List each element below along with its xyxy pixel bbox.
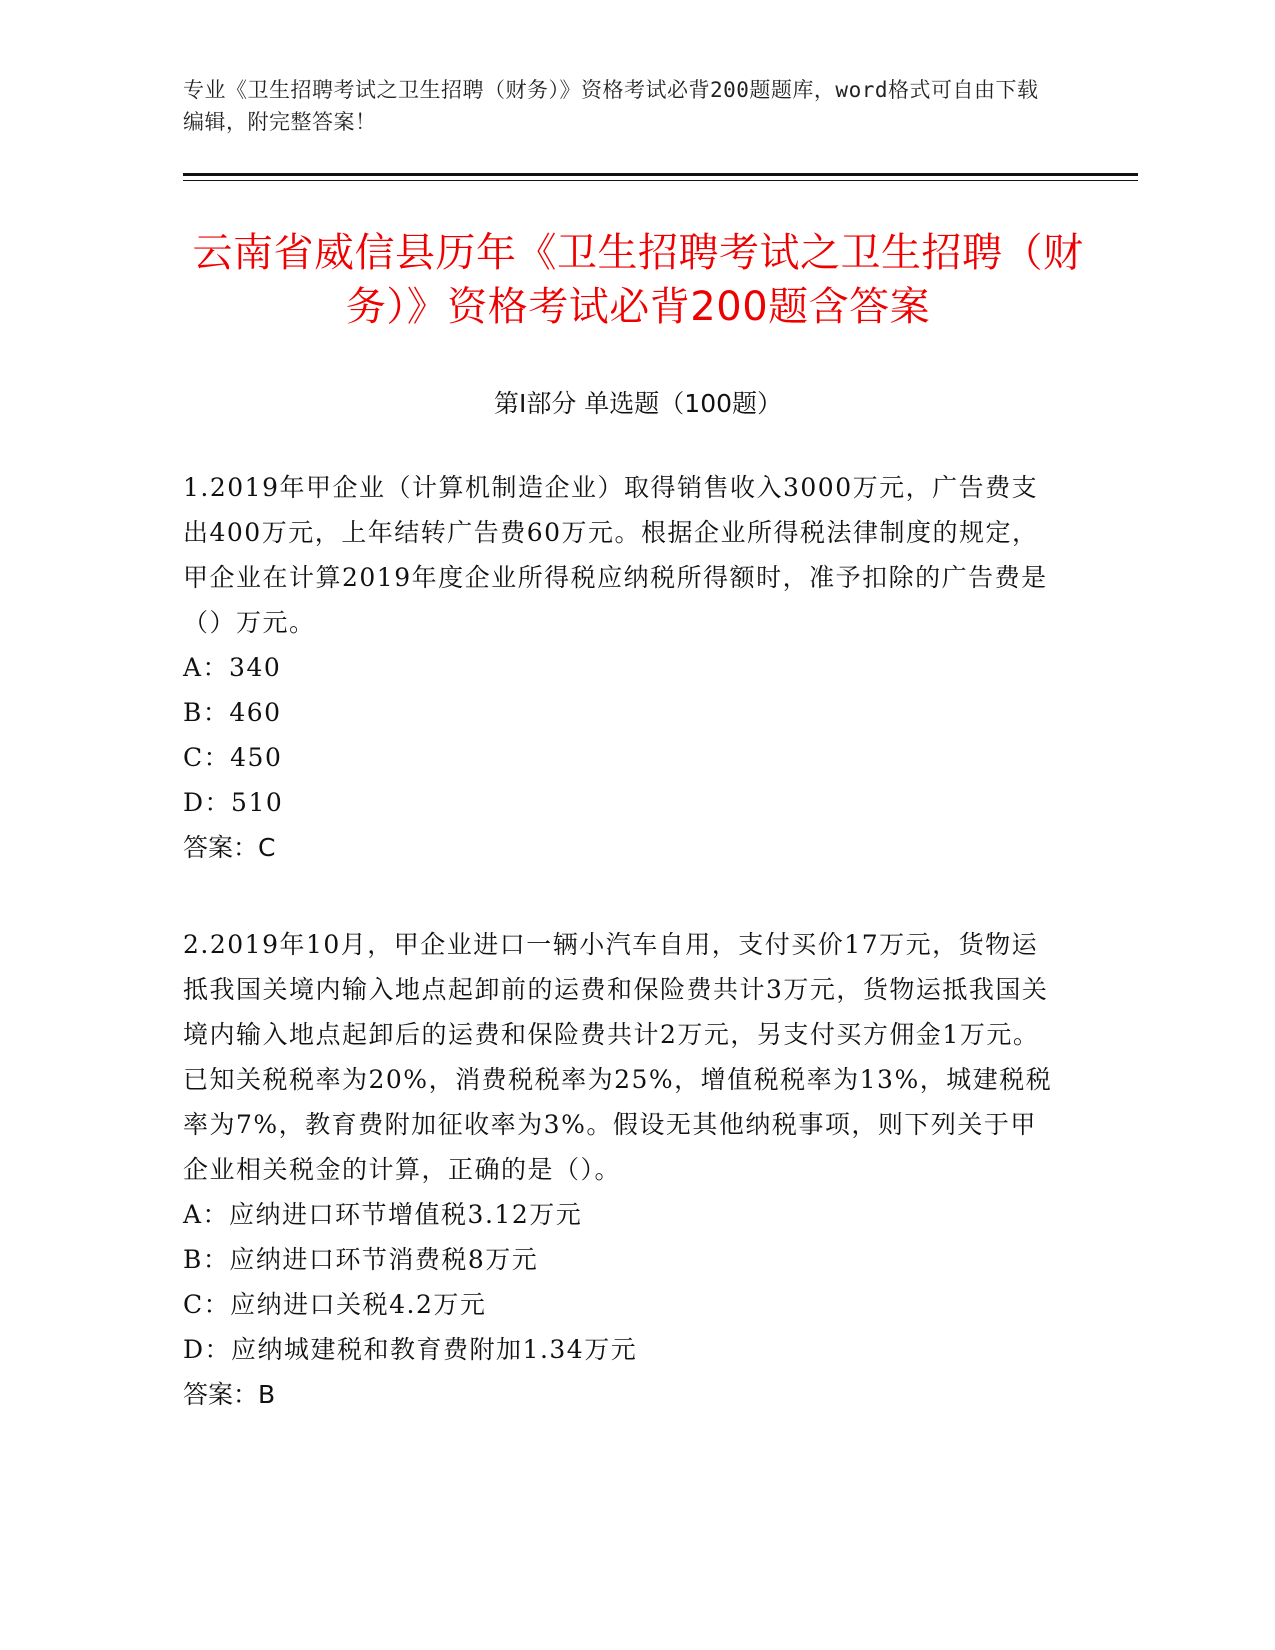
option-d: D：应纳城建税和教育费附加1.34万元 (183, 1335, 638, 1364)
option-b: B：应纳进口环节消费税8万元 (183, 1245, 539, 1274)
option-c: C：应纳进口关税4.2万元 (183, 1290, 487, 1319)
question-2 (183, 922, 1063, 1417)
header-rule-thin (183, 180, 1138, 181)
question-1 (183, 465, 1063, 870)
option-b: B：460 (183, 698, 282, 727)
header-note: 专业《卫生招聘考试之卫生招聘（财务）》资格考试必背200题题库，word格式可自由下载编辑，附完整答案！ (183, 78, 1039, 134)
option-d: D：510 (183, 788, 284, 817)
answer: 答案：B (183, 1380, 276, 1409)
answer: 答案：C (183, 833, 276, 862)
document-title: 云南省威信县历年《卫生招聘考试之卫生招聘（财务）》资格考试必背200题含答案 (192, 230, 1084, 330)
section-heading: 第I部分 单选题（100题） (493, 389, 783, 418)
header-rule-thick (183, 173, 1138, 176)
option-a: A：340 (183, 653, 282, 682)
option-a: A：应纳进口环节增值税3.12万元 (183, 1200, 583, 1229)
question-stem: 2.2019年10月，甲企业进口一辆小汽车自用，支付买价17万元，货物运抵我国关境内输入地点起卸前的运费和保险费共计3万元，货物运抵我国关境内输入地点起卸后的运费和保险费共计2万元，另支付买方佣金1万元。已知关税税率为20%，消费税税率为25%，增值税税率为13%，城建税税率为7%，教育费附加征收率为3%。假设无其他纳税事项，则下列关于甲企业相关税金的计算，正确的是（）。 (183, 930, 1053, 1184)
question-stem: 1.2019年甲企业（计算机制造企业）取得销售收入3000万元，广告费支出400万元，上年结转广告费60万元。根据企业所得税法律制度的规定，甲企业在计算2019年度企业所得税应纳税所得额时，准予扣除的广告费是（）万元。 (183, 473, 1048, 637)
option-c: C：450 (183, 743, 283, 772)
